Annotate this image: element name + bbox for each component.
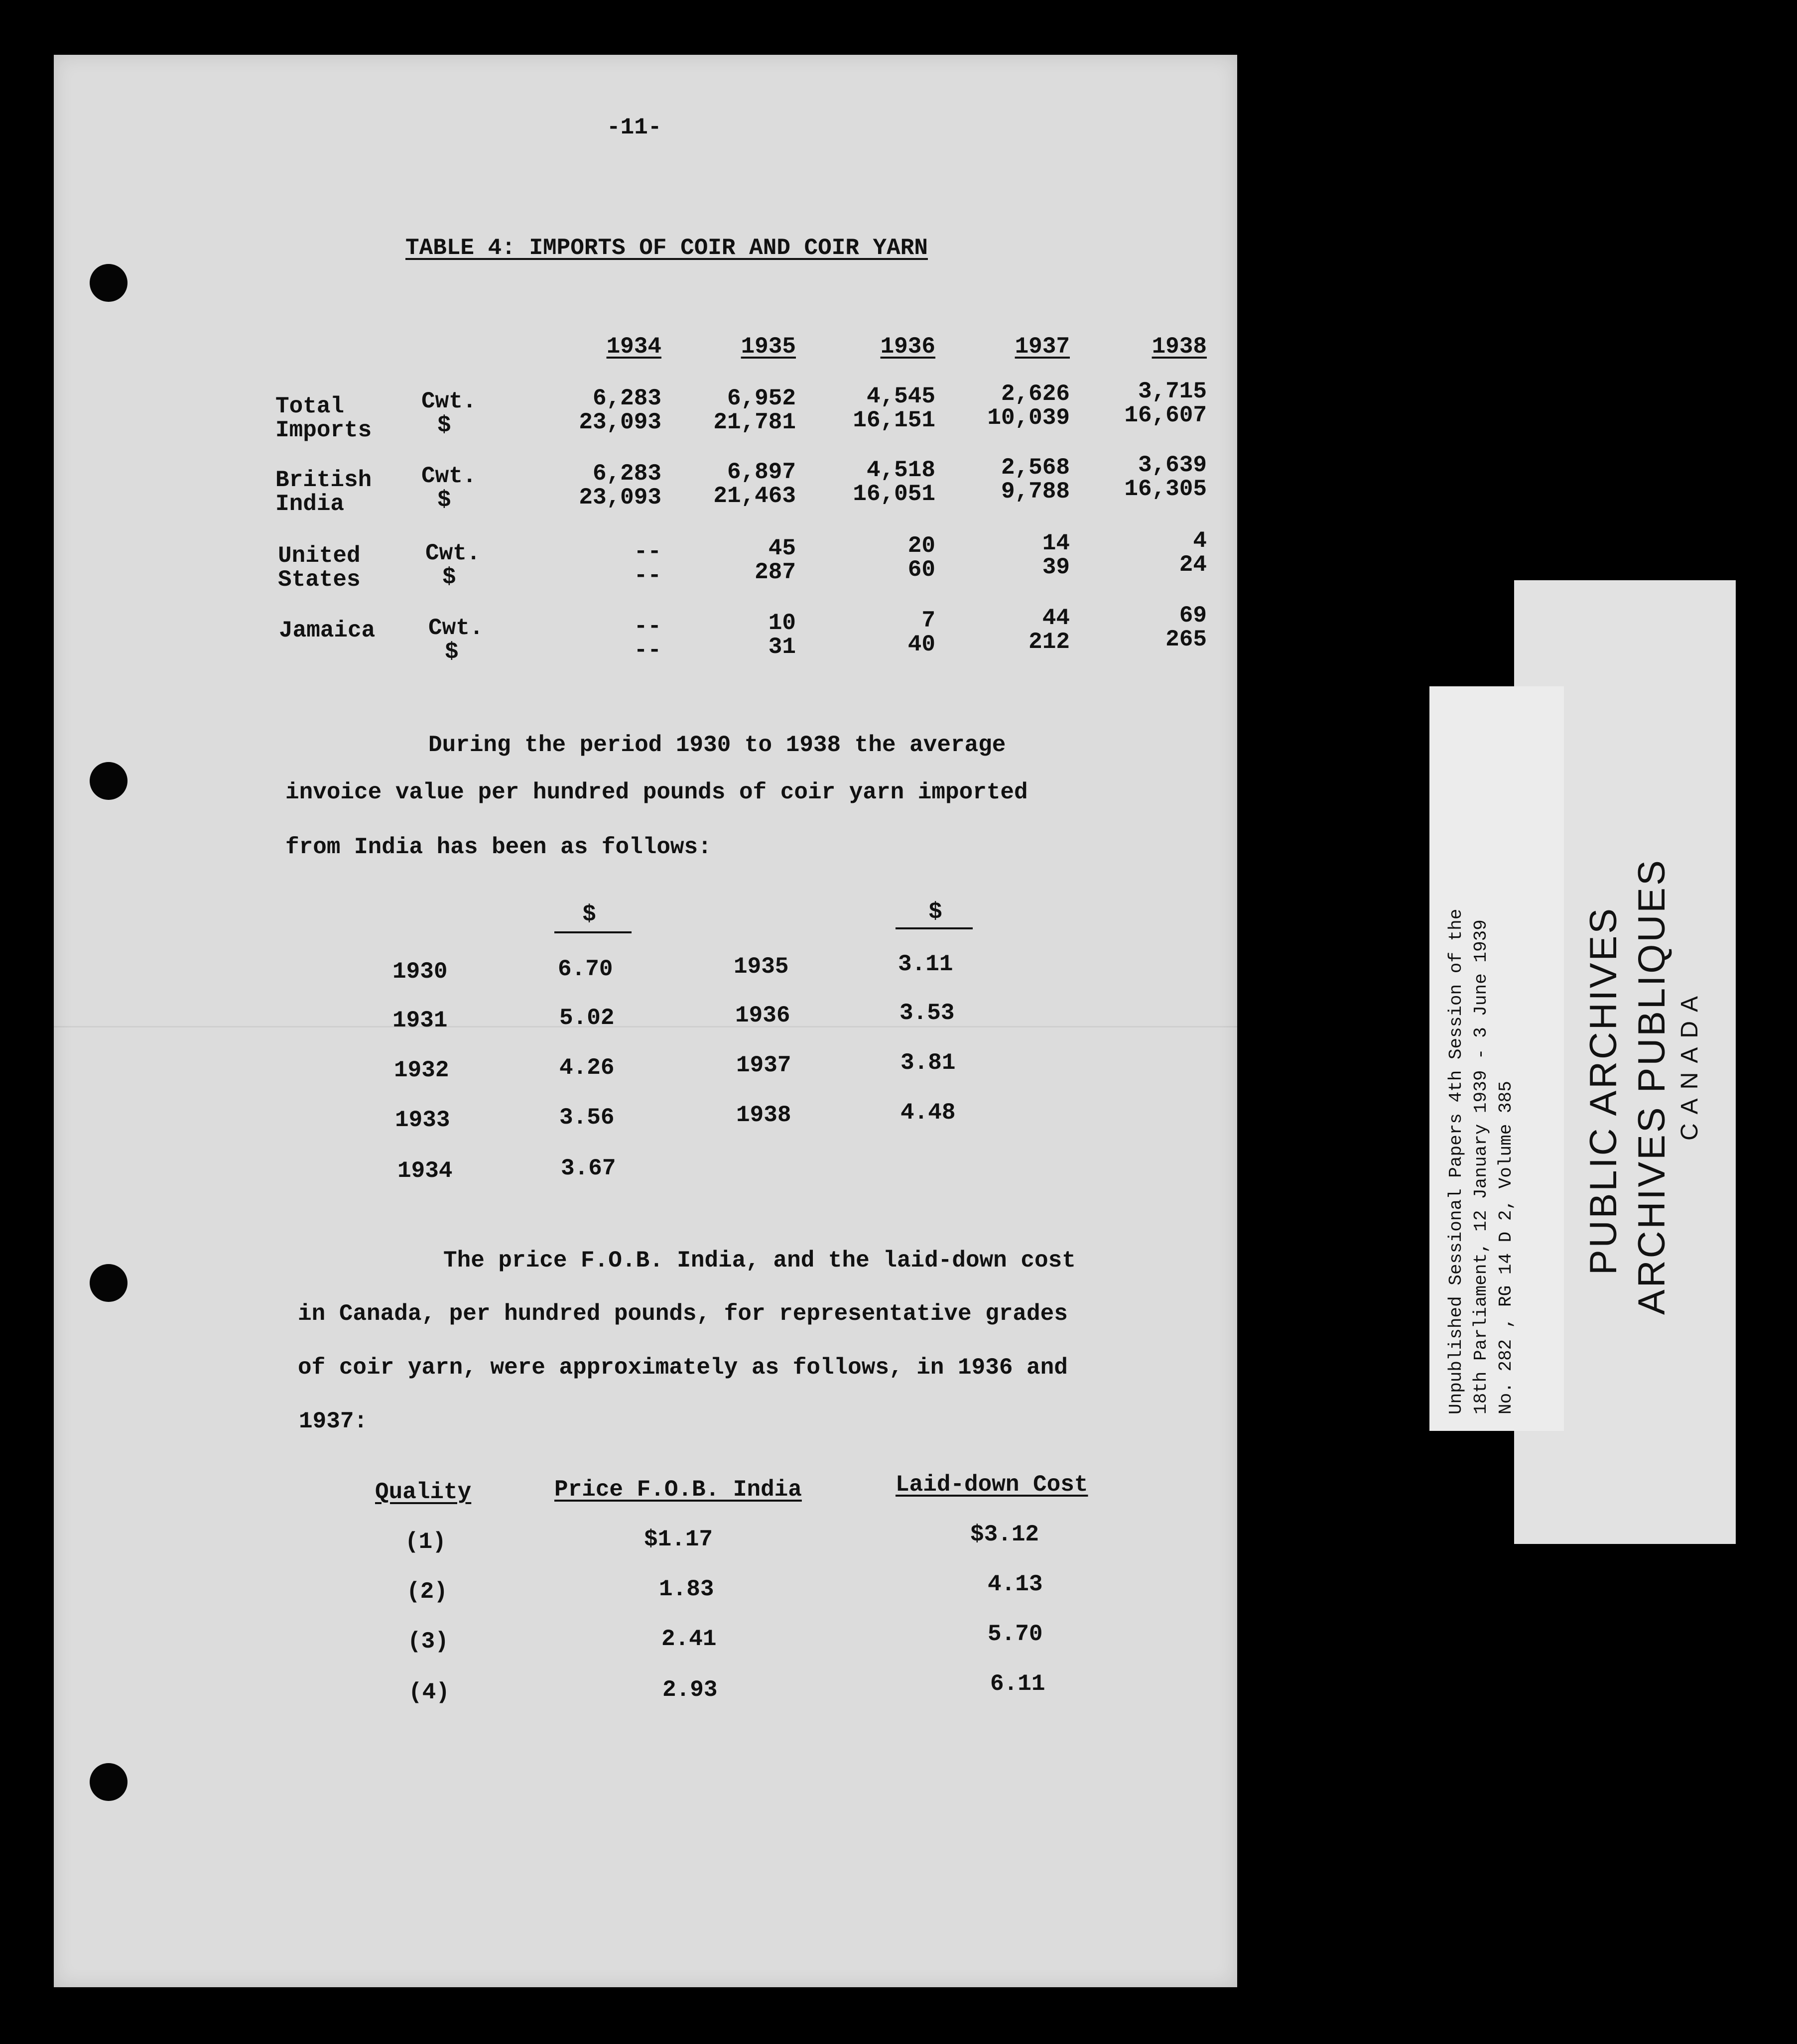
paragraph-line: in Canada, per hundred pounds, for representative grades [298,1301,1068,1327]
unit-label: $ [437,487,451,513]
fob-value: 2.93 [662,1677,718,1703]
punch-hole [90,762,128,800]
fob-value: 1.83 [659,1576,714,1602]
cell-value: -- [634,563,661,589]
avg-year: 1933 [395,1107,450,1133]
year-header: 1935 [741,334,796,360]
cell-value: 45 [768,535,796,561]
cell-value: 287 [755,559,796,585]
cell-value: 44 [1042,605,1070,631]
cell-value: 20 [907,533,935,559]
cell-value: 6,283 [592,385,661,411]
punch-hole [90,264,128,302]
year-header: 1937 [1015,334,1070,360]
document-page [54,55,1237,1987]
cell-value: 6,897 [727,459,796,485]
unit-label: Cwt. [428,615,484,641]
cell-value: 16,151 [853,407,935,433]
avg-year: 1936 [735,1003,790,1028]
quality-value: (2) [406,1579,448,1605]
cell-value: -- [634,539,661,565]
avg-value: 4.26 [559,1055,615,1081]
cell-value: 31 [768,634,796,660]
avg-value: 3.67 [561,1155,616,1181]
quality-value: (3) [407,1629,449,1655]
page-number: -11- [607,115,662,140]
archive-label-line: 18th Parliament, 12 January 1939 - 3 June 1939 [1471,919,1491,1414]
avg-year: 1934 [397,1158,453,1184]
cell-value: 6,283 [592,461,661,487]
punch-hole [90,1763,128,1801]
avg-year: 1932 [394,1057,449,1083]
year-header: 1934 [606,334,661,360]
paragraph-line: The price F.O.B. India, and the laid-down cost [443,1248,1076,1274]
unit-label: Cwt. [425,540,481,566]
archive-label-line: No. 282 , RG 14 D 2, Volume 385 [1496,1081,1516,1414]
avg-year: 1931 [392,1008,448,1033]
column-header-cost: Laid-down Cost [896,1472,1088,1498]
avg-year: 1938 [736,1102,791,1128]
cell-value: 2,568 [1001,455,1070,481]
avg-value: 6.70 [558,956,613,982]
header-rule [554,931,632,933]
column-header-fob: Price F.O.B. India [554,1477,802,1503]
year-header: 1936 [880,334,935,360]
avg-year: 1937 [736,1052,791,1078]
row-label: Imports [275,417,372,443]
avg-value: 3.11 [898,951,953,977]
cell-value: 69 [1179,603,1207,629]
avg-value: 3.53 [899,1000,955,1026]
cell-value: 9,788 [1001,479,1070,505]
row-label: India [275,491,345,517]
table-title: TABLE 4: IMPORTS OF COIR AND COIR YARN [405,235,928,261]
avg-value: 3.56 [559,1105,615,1131]
cost-value: $3.12 [970,1522,1039,1547]
cell-value: 16,305 [1124,476,1207,502]
punch-hole [90,1264,128,1302]
row-label: Jamaica [279,618,376,643]
row-label: British [275,467,372,493]
cell-value: 23,093 [579,485,661,511]
cell-value: -- [634,638,661,663]
cell-value: 40 [907,632,935,657]
paragraph-line: invoice value per hundred pounds of coir yarn imported [285,779,1028,805]
cost-value: 6.11 [990,1671,1045,1697]
row-label: United [278,543,361,569]
cell-value: 3,715 [1138,379,1207,404]
column-header-quality: Quality [375,1479,472,1505]
cell-value: -- [634,614,661,639]
cell-value: 4,545 [866,383,935,409]
cell-value: 10,039 [987,405,1070,431]
cell-value: 2,626 [1001,381,1070,407]
cell-value: 16,051 [853,481,935,507]
cell-value: 265 [1165,627,1207,652]
header-rule [896,927,973,929]
cost-value: 4.13 [988,1571,1043,1597]
unit-label: $ [442,564,456,590]
fob-value: $1.17 [644,1527,713,1552]
cell-value: 23,093 [579,409,661,435]
fob-value: 2.41 [661,1626,717,1652]
cell-value: 21,781 [713,409,796,435]
archive-stamp-line: PUBLIC ARCHIVES [1582,906,1625,1275]
archive-stamp-line: CANADA [1676,987,1703,1141]
column-header-dollar: $ [582,901,596,927]
paragraph-line: of coir yarn, were approximately as follows, in 1936 and [298,1355,1068,1381]
archive-stamp-line: ARCHIVES PUBLIQUES [1631,858,1673,1315]
quality-value: (4) [408,1679,450,1705]
cell-value: 24 [1179,552,1207,578]
avg-value: 5.02 [559,1005,615,1031]
cell-value: 4,518 [866,457,935,483]
paragraph-line: 1937: [299,1408,368,1434]
paragraph-line: During the period 1930 to 1938 the average [428,732,1006,758]
cell-value: 3,639 [1138,452,1207,478]
avg-value: 3.81 [900,1050,956,1076]
avg-year: 1930 [392,959,448,985]
cell-value: 4 [1193,528,1207,554]
year-header: 1938 [1152,334,1207,360]
cell-value: 14 [1042,530,1070,556]
cell-value: 7 [921,608,935,634]
cell-value: 6,952 [727,385,796,411]
cell-value: 10 [768,610,796,636]
cost-value: 5.70 [988,1621,1043,1647]
cell-value: 60 [907,557,935,583]
paragraph-line: from India has been as follows: [285,834,712,860]
page-fold-line [54,1026,1237,1027]
column-header-dollar: $ [928,899,942,925]
row-label: Total [275,393,345,419]
unit-label: $ [437,412,451,438]
cell-value: 16,607 [1124,402,1207,428]
row-label: States [278,567,361,593]
unit-label: $ [445,639,459,665]
avg-value: 4.48 [900,1100,956,1126]
unit-label: Cwt. [421,463,477,489]
avg-year: 1935 [734,954,789,980]
quality-value: (1) [405,1529,446,1555]
unit-label: Cwt. [421,388,477,414]
cell-value: 212 [1028,629,1070,655]
cell-value: 39 [1042,554,1070,580]
archive-label-line: Unpublished Sessional Papers 4th Session of the [1446,908,1466,1414]
cell-value: 21,463 [713,483,796,509]
